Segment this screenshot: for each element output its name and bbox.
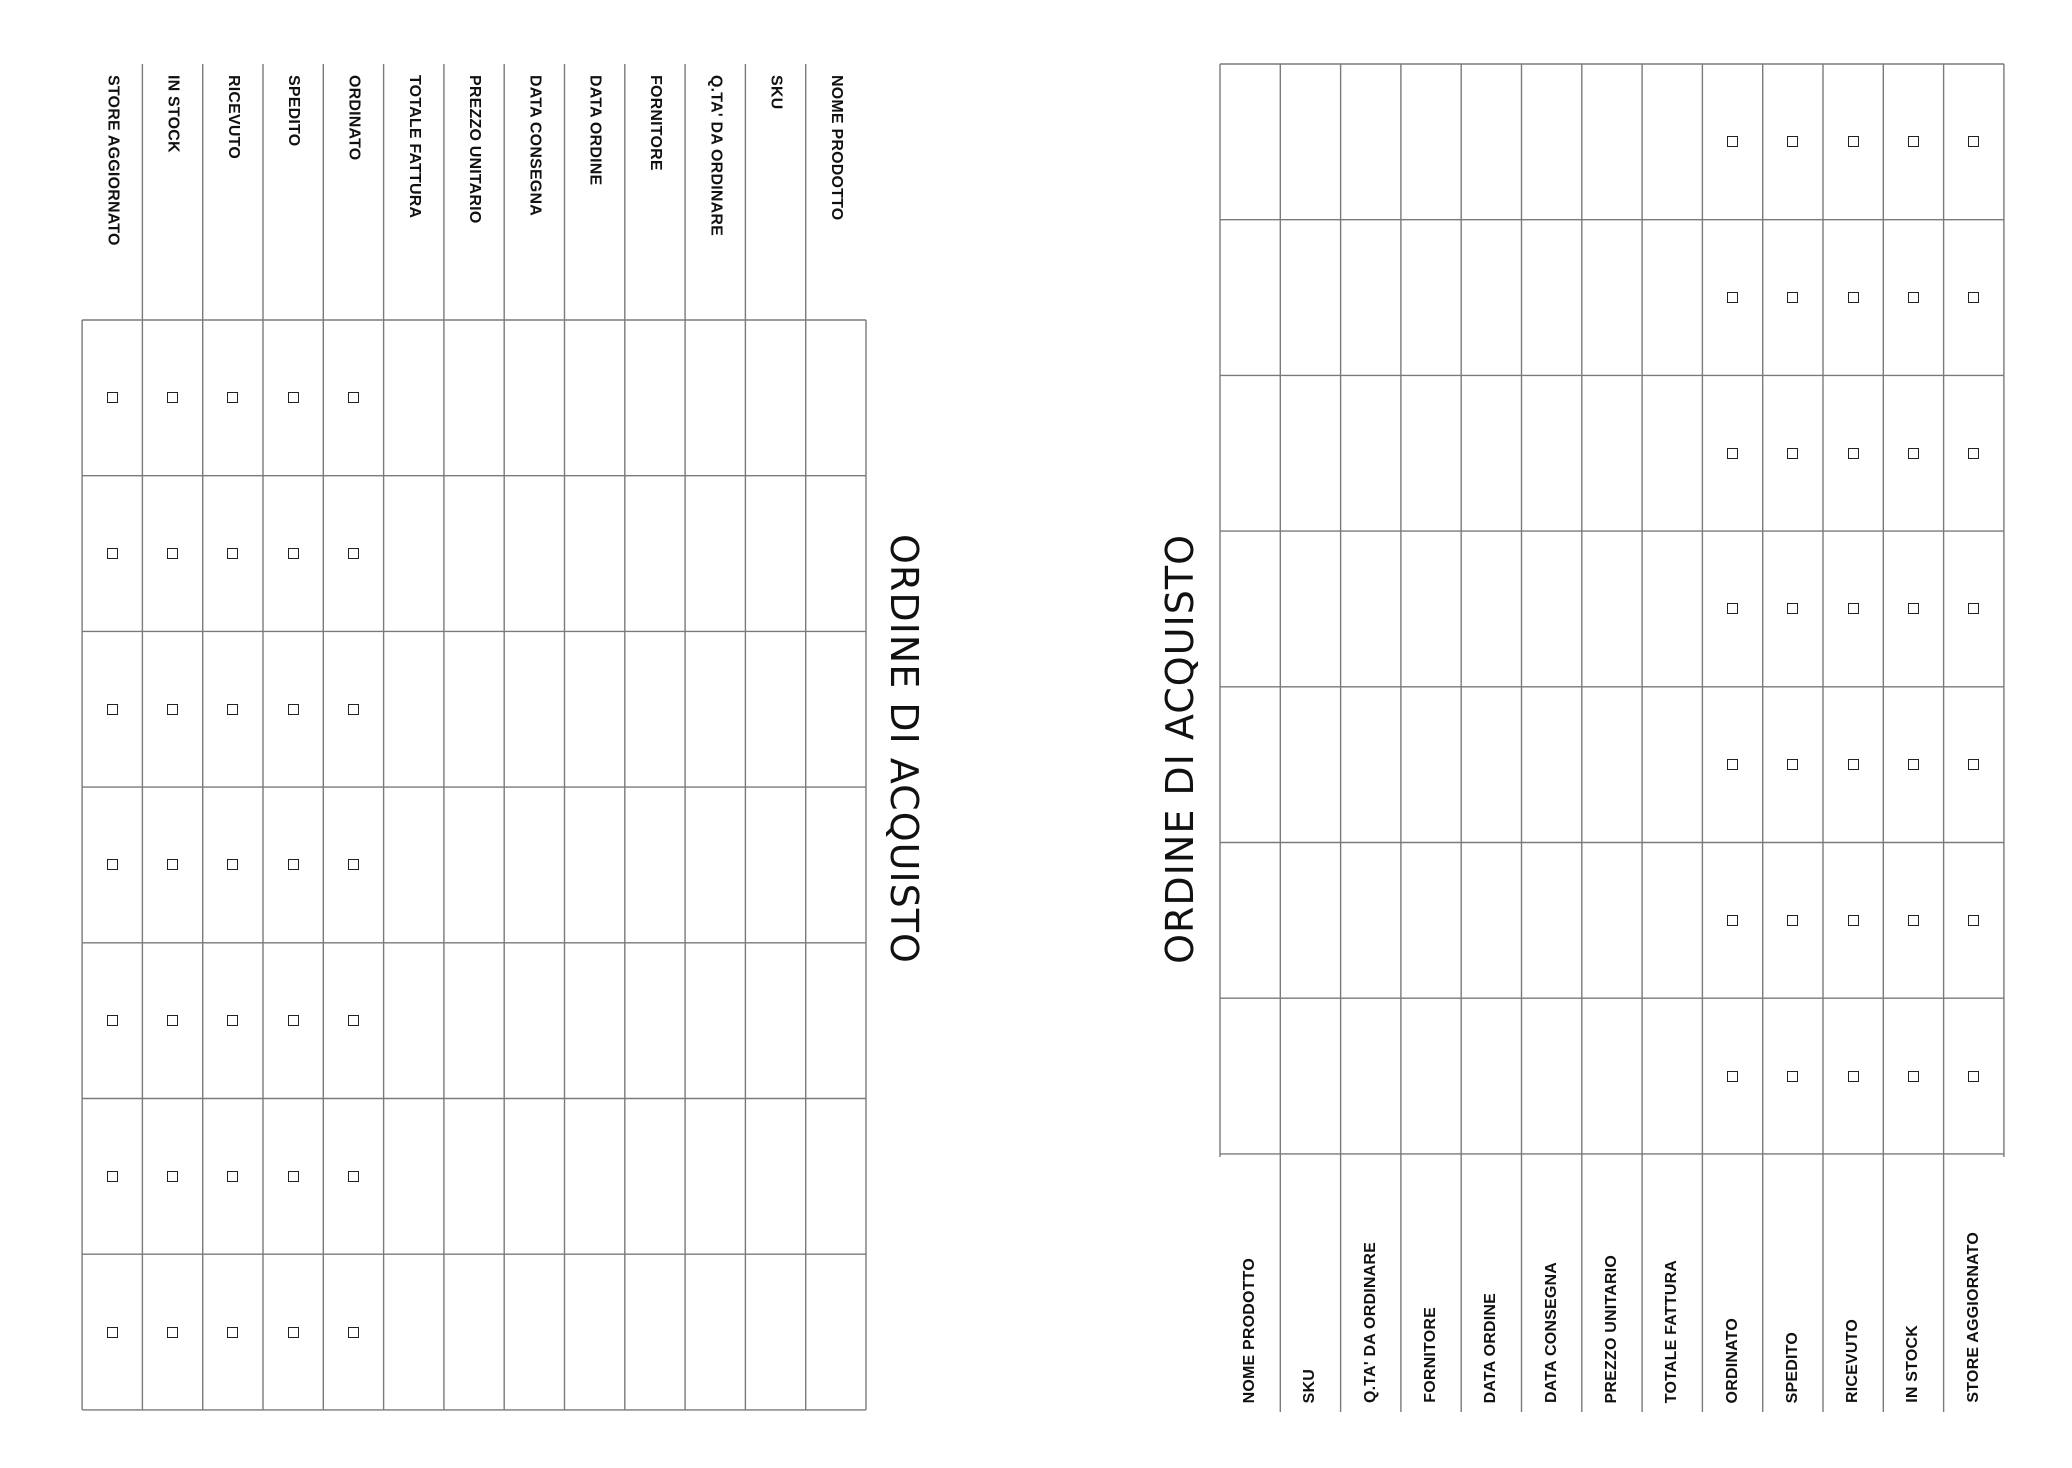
right-checkbox-in-stock[interactable]	[1908, 292, 1919, 303]
right-checkbox-ordinato[interactable]	[1727, 603, 1738, 614]
left-header-data-consegna: DATA CONSEGNA	[526, 75, 544, 216]
right-checkbox-spedito[interactable]	[1787, 759, 1798, 770]
left-header-ordinato: ORDINATO	[345, 75, 363, 161]
right-checkbox-ordinato[interactable]	[1727, 759, 1738, 770]
right-checkbox-in-stock[interactable]	[1908, 915, 1919, 926]
right-checkbox-store-aggiornato[interactable]	[1968, 915, 1979, 926]
right-checkbox-store-aggiornato[interactable]	[1968, 448, 1979, 459]
right-checkbox-ricevuto[interactable]	[1848, 915, 1859, 926]
right-header-ricevuto: RICEVUTO	[1844, 1319, 1862, 1403]
right-checkbox-in-stock[interactable]	[1908, 759, 1919, 770]
right-checkbox-in-stock[interactable]	[1908, 136, 1919, 147]
right-checkbox-store-aggiornato[interactable]	[1968, 136, 1979, 147]
right-checkbox-ordinato[interactable]	[1727, 448, 1738, 459]
left-header-nome-prodotto: NOME PRODOTTO	[827, 75, 845, 221]
right-checkbox-ricevuto[interactable]	[1848, 292, 1859, 303]
right-header-data-consegna: DATA CONSEGNA	[1542, 1262, 1560, 1403]
right-checkbox-store-aggiornato[interactable]	[1968, 759, 1979, 770]
right-checkbox-ordinato[interactable]	[1727, 915, 1738, 926]
left-header-q-ta-da-ordinare: Q.TA' DA ORDINARE	[707, 75, 725, 236]
right-checkbox-ricevuto[interactable]	[1848, 136, 1859, 147]
right-checkbox-ordinato[interactable]	[1727, 136, 1738, 147]
right-header-totale-fattura: TOTALE FATTURA	[1663, 1260, 1681, 1404]
right-checkbox-store-aggiornato[interactable]	[1968, 1071, 1979, 1082]
left-header-totale-fattura: TOTALE FATTURA	[405, 75, 423, 219]
right-checkbox-store-aggiornato[interactable]	[1968, 603, 1979, 614]
left-header-spedito: SPEDITO	[285, 75, 303, 147]
right-checkbox-store-aggiornato[interactable]	[1968, 292, 1979, 303]
right-header-nome-prodotto: NOME PRODOTTO	[1241, 1258, 1259, 1404]
form-title-left: ORDINE DI ACQUISTO	[882, 534, 926, 964]
right-checkbox-ordinato[interactable]	[1727, 1071, 1738, 1082]
right-header-spedito: SPEDITO	[1783, 1332, 1801, 1404]
right-checkbox-ricevuto[interactable]	[1848, 448, 1859, 459]
right-checkbox-ricevuto[interactable]	[1848, 1071, 1859, 1082]
right-header-data-ordine: DATA ORDINE	[1482, 1293, 1500, 1404]
right-checkbox-spedito[interactable]	[1787, 448, 1798, 459]
right-header-in-stock: IN STOCK	[1904, 1325, 1922, 1403]
right-checkbox-ricevuto[interactable]	[1848, 759, 1859, 770]
right-checkbox-spedito[interactable]	[1787, 915, 1798, 926]
right-checkbox-in-stock[interactable]	[1908, 603, 1919, 614]
right-checkbox-spedito[interactable]	[1787, 292, 1798, 303]
right-checkbox-spedito[interactable]	[1787, 136, 1798, 147]
right-checkbox-spedito[interactable]	[1787, 603, 1798, 614]
right-checkbox-ordinato[interactable]	[1727, 292, 1738, 303]
left-header-ricevuto: RICEVUTO	[224, 75, 242, 159]
left-header-sku: SKU	[767, 75, 785, 110]
left-header-prezzo-unitario: PREZZO UNITARIO	[466, 75, 484, 224]
right-checkbox-in-stock[interactable]	[1908, 1071, 1919, 1082]
right-checkbox-in-stock[interactable]	[1908, 448, 1919, 459]
right-header-sku: SKU	[1301, 1369, 1319, 1404]
right-header-ordinato: ORDINATO	[1723, 1318, 1741, 1404]
right-checkbox-spedito[interactable]	[1787, 1071, 1798, 1082]
right-checkbox-ricevuto[interactable]	[1848, 603, 1859, 614]
right-header-q-ta-da-ordinare: Q.TA' DA ORDINARE	[1361, 1242, 1379, 1403]
left-header-fornitore: FORNITORE	[646, 75, 664, 171]
right-header-fornitore: FORNITORE	[1422, 1307, 1440, 1403]
left-header-in-stock: IN STOCK	[164, 75, 182, 153]
right-header-store-aggiornato: STORE AGGIORNATO	[1964, 1232, 1982, 1403]
right-header-prezzo-unitario: PREZZO UNITARIO	[1602, 1255, 1620, 1404]
form-title-right: ORDINE DI ACQUISTO	[1158, 534, 1202, 964]
left-header-store-aggiornato: STORE AGGIORNATO	[104, 75, 122, 246]
left-header-data-ordine: DATA ORDINE	[586, 75, 604, 186]
